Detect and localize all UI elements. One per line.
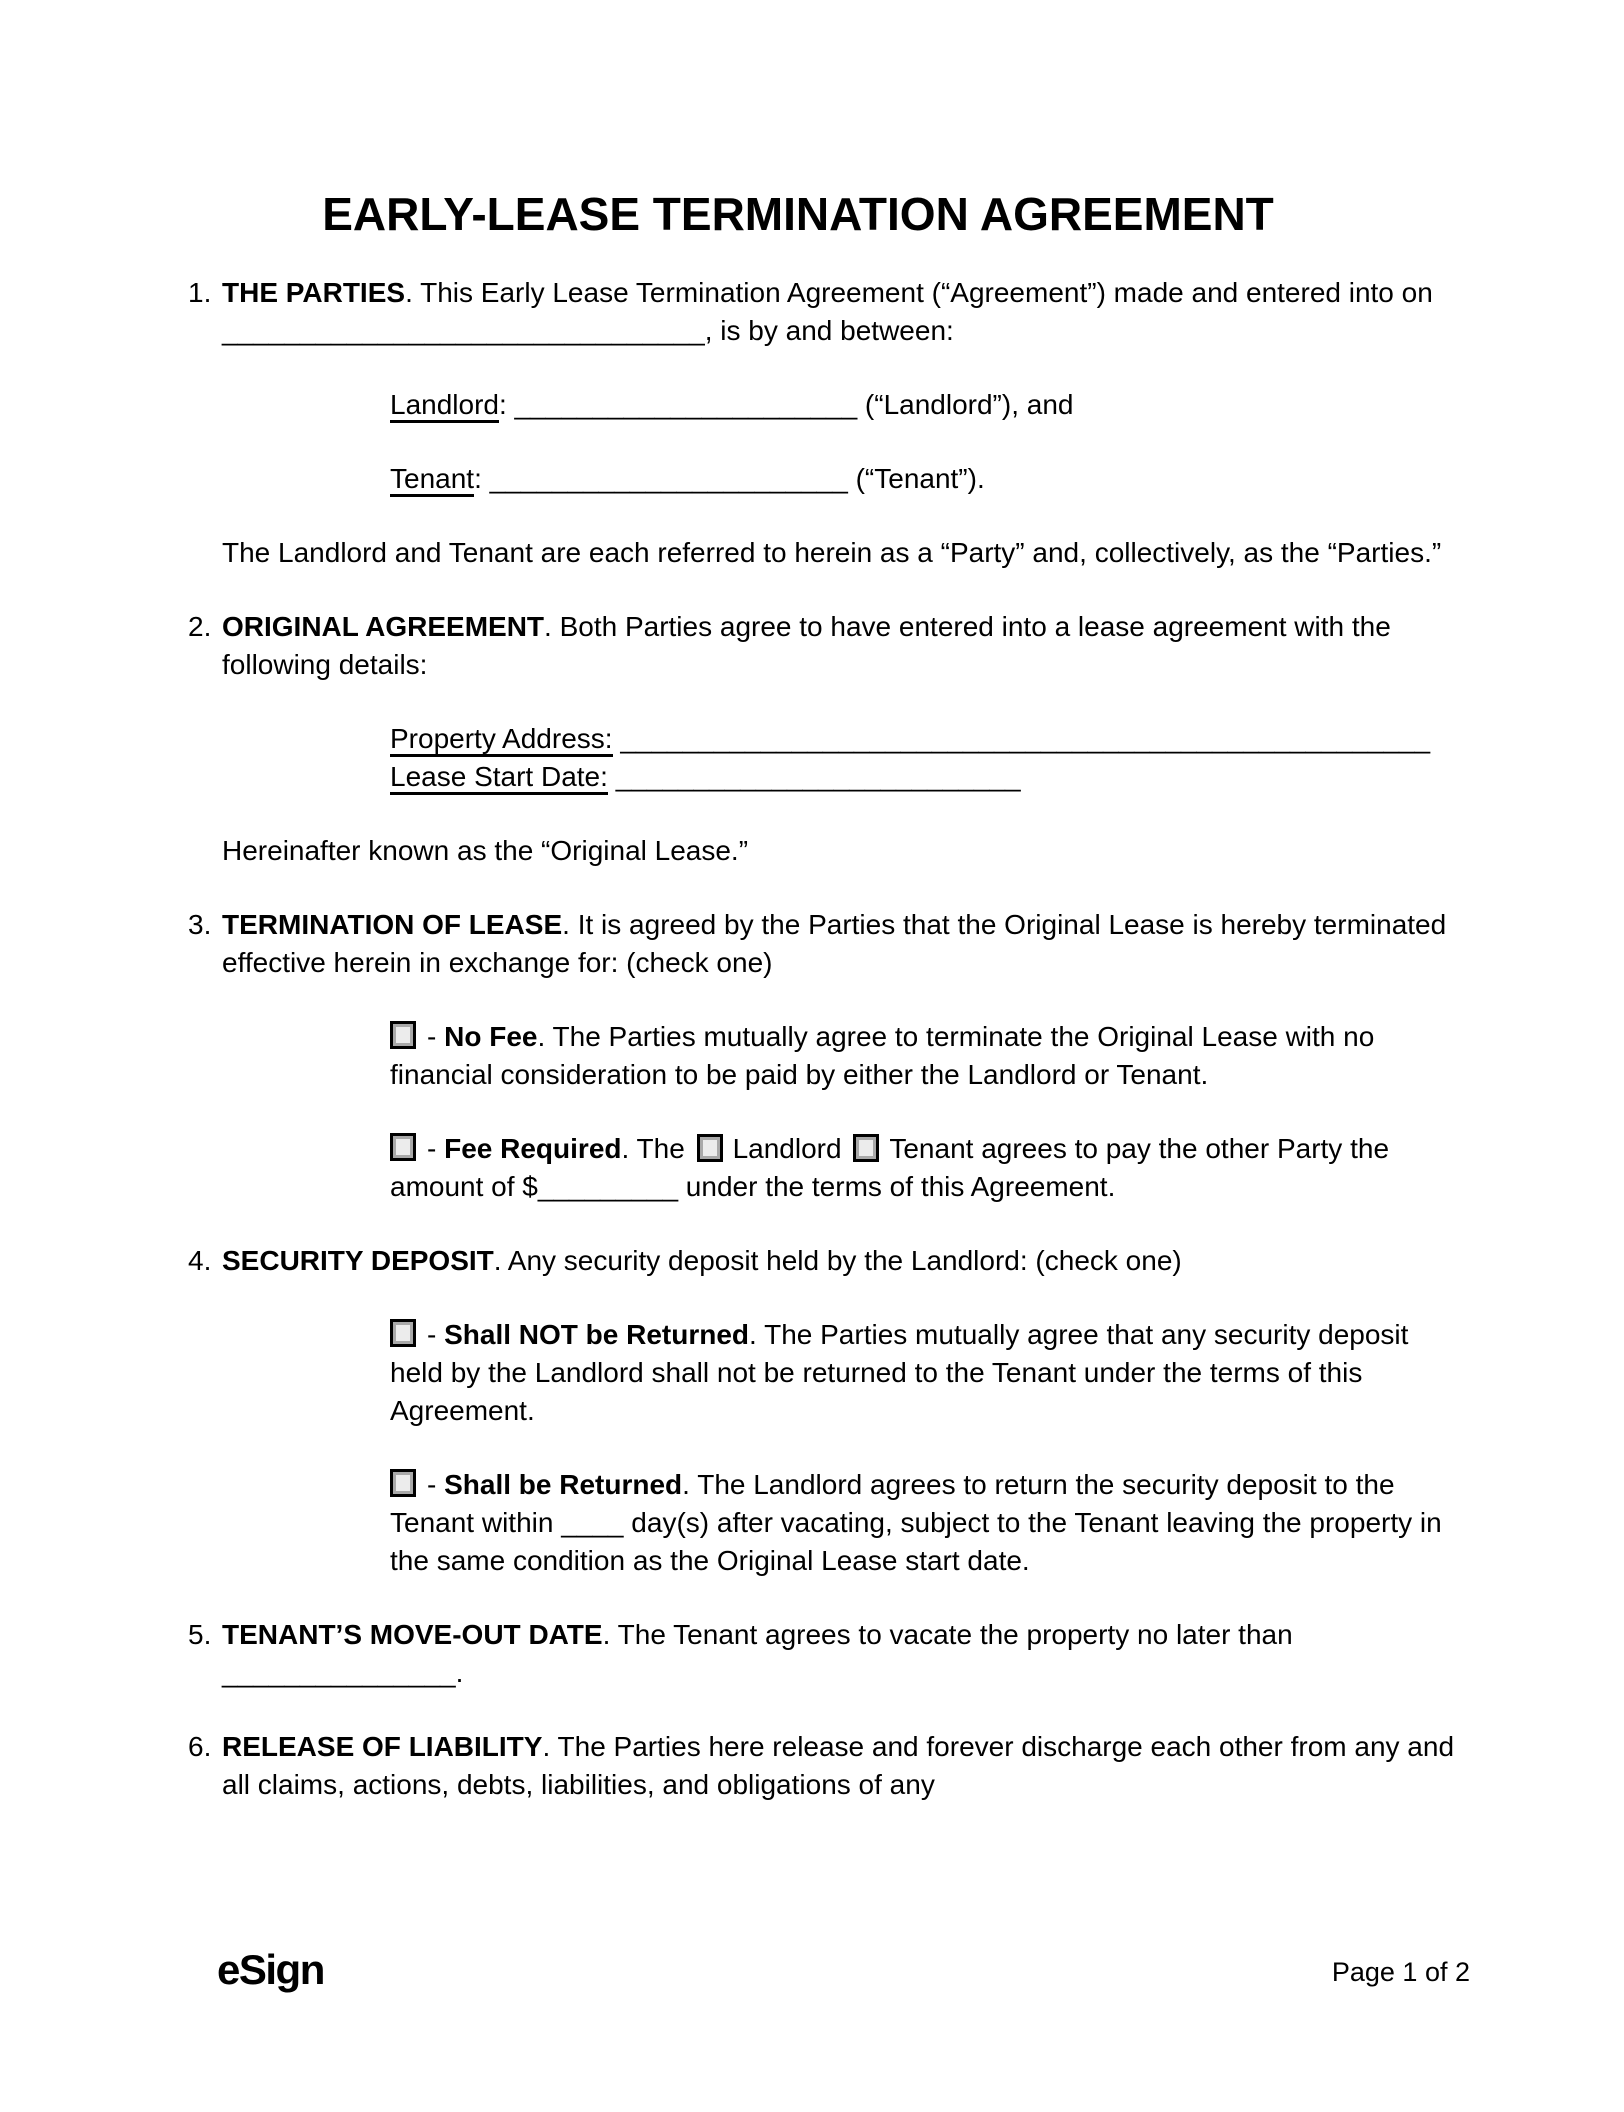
shall-not-be-returned-label: Shall NOT be Returned xyxy=(444,1319,750,1350)
fee-required-option xyxy=(390,1130,1458,1206)
section-heading: TERMINATION OF LEASE xyxy=(222,909,563,940)
tenant-label: Tenant xyxy=(390,463,474,497)
shall-not-be-returned-option xyxy=(390,1316,1458,1430)
section-number: 5. xyxy=(188,1619,212,1650)
days-blank[interactable]: ____ xyxy=(561,1507,624,1538)
section-lead-text: . The Tenant agrees to vacate the property no later than xyxy=(602,1619,1293,1650)
option-dash: - xyxy=(427,1133,445,1164)
document-content xyxy=(188,190,1458,1840)
section-text xyxy=(222,1616,1458,1692)
no-fee-text: . The Parties mutually agree to terminate the Original Lease with no financial consideration to be paid by either the Landlord or Tenant. xyxy=(390,1021,1375,1090)
parties-closing-paragraph: The Landlord and Tenant are each referred to herein as a “Party” and, collectively, as the “Parties.” xyxy=(222,537,1442,568)
lease-start-date-line xyxy=(390,758,1458,796)
tenant-colon: : xyxy=(474,463,490,494)
shall-be-returned-text-2: day(s) after vacating, subject to the Tenant leaving the property in the same condition as the Original Lease start date. xyxy=(390,1507,1442,1576)
property-address-line xyxy=(390,720,1458,758)
no-fee-checkbox-icon[interactable] xyxy=(390,1021,416,1049)
agreement-date-blank[interactable]: _______________________________ xyxy=(222,315,705,346)
section-lead-text: . This Early Lease Termination Agreement (“Agreement”) made and entered into on xyxy=(405,277,1433,308)
section-heading: ORIGINAL AGREEMENT xyxy=(222,611,545,642)
landlord-name-blank[interactable]: ______________________ xyxy=(514,389,858,420)
section-heading: RELEASE OF LIABILITY xyxy=(222,1731,543,1762)
fee-amount-blank[interactable]: _________ xyxy=(537,1171,679,1202)
property-address-blank[interactable]: ____________________________________________________ xyxy=(620,723,1431,754)
no-fee-label: No Fee xyxy=(444,1021,538,1052)
no-fee-option xyxy=(390,1018,1458,1094)
section-number: 4. xyxy=(188,1245,212,1276)
section-text xyxy=(222,1242,1458,1280)
original-lease-closing-paragraph: Hereinafter known as the “Original Lease.” xyxy=(222,835,749,866)
page-number-indicator: Page 1 of 2 xyxy=(1331,1957,1470,1987)
section-number: 2. xyxy=(188,611,212,642)
shall-not-be-returned-checkbox-icon[interactable] xyxy=(390,1319,416,1347)
section-text xyxy=(222,906,1458,982)
section-heading: SECURITY DEPOSIT xyxy=(222,1245,494,1276)
fee-required-label: Fee Required xyxy=(444,1133,622,1164)
landlord-tail-text: (“Landlord”), and xyxy=(857,389,1074,420)
landlord-option-text: Landlord xyxy=(732,1133,850,1164)
section-tail-text: . xyxy=(455,1657,464,1688)
section-release-of-liability xyxy=(188,1728,1458,1804)
page-title: EARLY-LEASE TERMINATION AGREEMENT xyxy=(322,188,1274,240)
lease-start-date-blank[interactable]: __________________________ xyxy=(615,761,1021,792)
section-heading: THE PARTIES xyxy=(222,277,406,308)
section-text xyxy=(222,1728,1458,1804)
section-lead-text: . It is agreed by the Parties that the Original Lease is hereby terminated effective herein in exchange for: (check one) xyxy=(222,909,1447,978)
section-lead-text: . The Parties here release and forever discharge each other from any and all claims, actions, debts, liabilities, and obligations of any xyxy=(222,1731,1455,1800)
section-lead-text: . Any security deposit held by the Landlord: (check one) xyxy=(493,1245,1182,1276)
section-the-parties xyxy=(188,274,1458,350)
tenant-tail-text: (“Tenant”). xyxy=(847,463,985,494)
tenant-option-text: Tenant agrees to pay the other Party the amount of $ xyxy=(390,1133,1390,1202)
landlord-label: Landlord xyxy=(390,389,499,423)
option-dash: - xyxy=(427,1469,445,1500)
section-number: 3. xyxy=(188,909,212,940)
landlord-colon: : xyxy=(498,389,515,420)
section-original-agreement xyxy=(188,608,1458,684)
shall-not-be-returned-text: . The Parties mutually agree that any security deposit held by the Landlord shall not be returned to the Tenant under the terms of this Agreement. xyxy=(390,1319,1409,1426)
section-text xyxy=(222,608,1458,684)
property-address-label: Property Address: xyxy=(390,723,613,757)
section-lead-text: . Both Parties agree to have entered into a lease agreement with the following details: xyxy=(222,611,1391,680)
option-dash: - xyxy=(427,1319,445,1350)
lease-start-date-label: Lease Start Date: xyxy=(390,761,608,795)
section-text xyxy=(222,274,1458,350)
section-move-out-date xyxy=(188,1616,1458,1692)
section-termination-of-lease xyxy=(188,906,1458,982)
landlord-line xyxy=(390,386,1458,424)
section-security-deposit xyxy=(188,1242,1458,1280)
shall-be-returned-text-1: . The Landlord agrees to return the security deposit to the Tenant within xyxy=(390,1469,1395,1538)
shall-be-returned-checkbox-icon[interactable] xyxy=(390,1469,416,1497)
fee-required-text-2: under the terms of this Agreement. xyxy=(678,1171,1116,1202)
shall-be-returned-label: Shall be Returned xyxy=(444,1469,683,1500)
tenant-pays-checkbox-icon[interactable] xyxy=(853,1134,879,1162)
section-tail-text: , is by and between: xyxy=(704,315,954,346)
landlord-pays-checkbox-icon[interactable] xyxy=(697,1134,723,1162)
shall-be-returned-option xyxy=(390,1466,1458,1580)
esign-logo: eSign xyxy=(217,1946,324,1993)
section-number: 6. xyxy=(188,1731,212,1762)
tenant-line xyxy=(390,460,1458,498)
option-dash: - xyxy=(427,1021,445,1052)
section-heading: TENANT’S MOVE-OUT DATE xyxy=(222,1619,603,1650)
move-out-date-blank[interactable]: _______________ xyxy=(222,1657,456,1688)
fee-required-text-1: . The xyxy=(621,1133,693,1164)
lease-start-date-space xyxy=(608,761,616,792)
fee-required-checkbox-icon[interactable] xyxy=(390,1133,416,1161)
section-number: 1. xyxy=(188,277,212,308)
tenant-name-blank[interactable]: _______________________ xyxy=(489,463,848,494)
